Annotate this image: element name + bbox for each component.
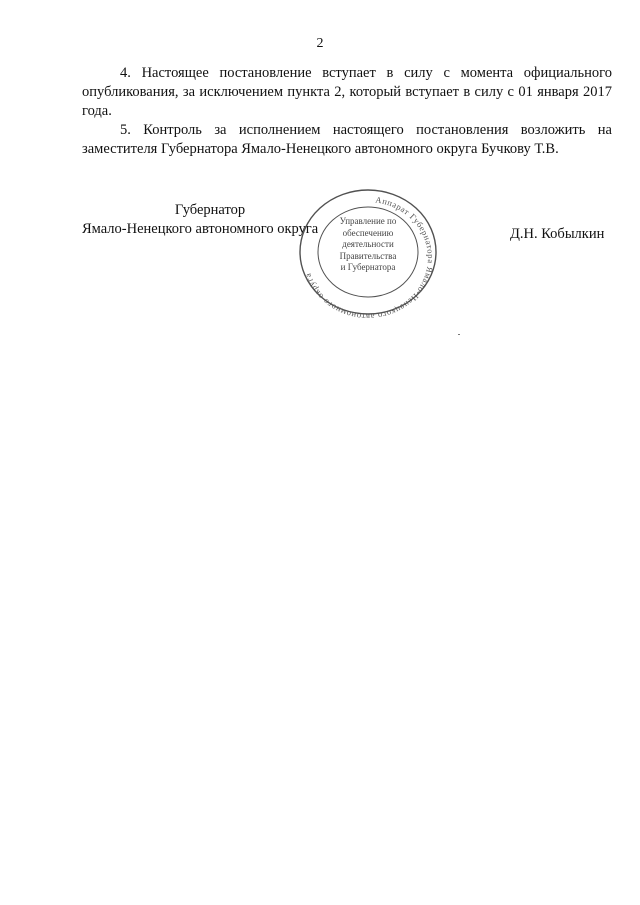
paragraph-4: 4. Настоящее постановление вступает в силу с момента официального опубликования, за исключением пункта 2, который вступает в силу с 01 января 2017 года. xyxy=(82,65,612,119)
seal-center-line: Управление по xyxy=(339,216,397,226)
signatory-name: Д.Н. Кобылкин xyxy=(510,226,605,242)
signatory-title: Губернатор xyxy=(174,202,246,218)
seal-ring-text: Аппарат Губернатора Ямало-Ненецкого автономного округа xyxy=(302,194,436,323)
seal-center-line: и Губернатора xyxy=(340,262,396,272)
page-number: 2 xyxy=(316,36,324,51)
seal-center-line: деятельности xyxy=(342,239,394,249)
official-seal-icon xyxy=(298,186,438,323)
seal-center-text xyxy=(328,216,408,274)
signatory-organization: Ямало-Ненецкого автономного округа xyxy=(82,221,319,237)
seal-center-line: Правительства xyxy=(339,250,397,261)
scan-speck xyxy=(458,334,460,335)
paragraph-5: 5. Контроль за исполнением настоящего постановления возложить на заместителя Губернатора Ямало-Ненецкого автономного округа Бучкову Т.В. xyxy=(82,122,612,157)
seal-center-line: обеспечению xyxy=(342,227,394,238)
